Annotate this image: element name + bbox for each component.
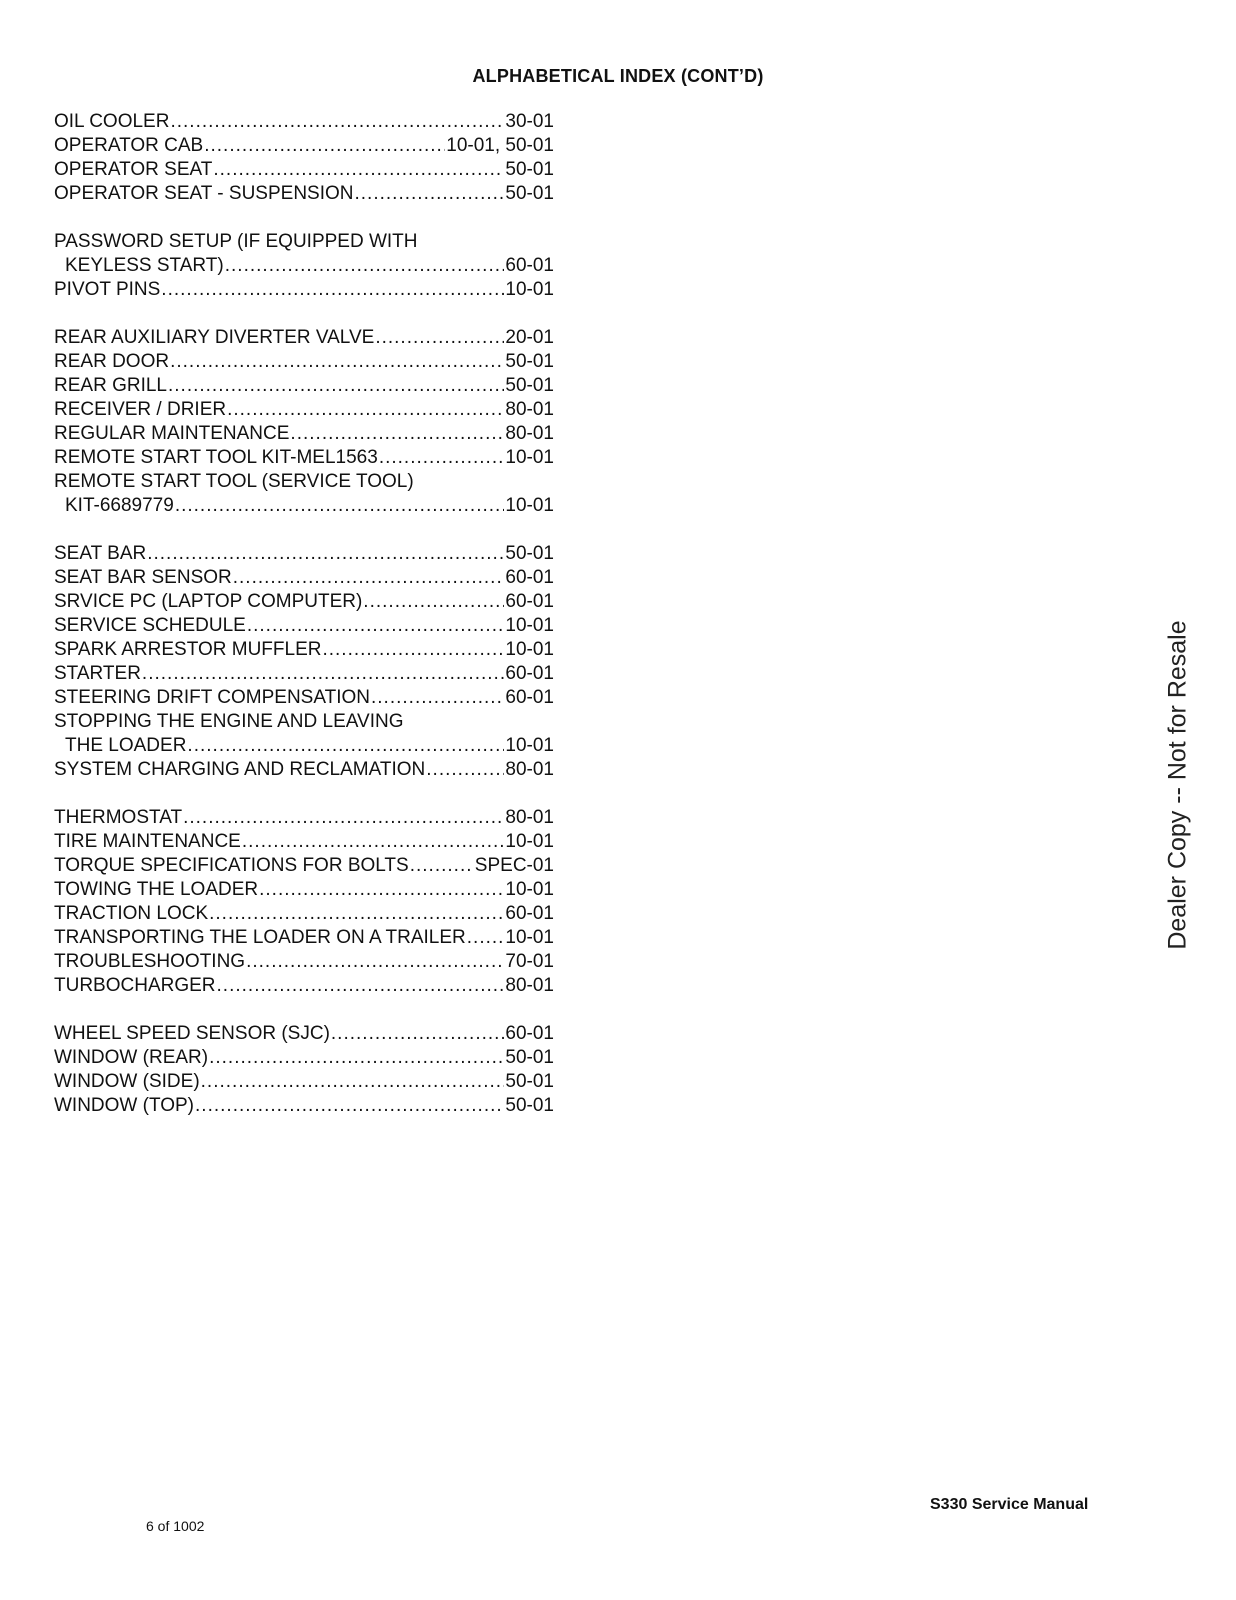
entry-page: 50-01 — [505, 543, 554, 564]
dot-leader — [187, 734, 504, 758]
entry-page: 60-01 — [505, 663, 554, 684]
dot-leader — [363, 590, 504, 614]
index-entry — [54, 614, 554, 638]
entry-label: TURBOCHARGER — [54, 975, 216, 996]
entry-page: 60-01 — [505, 687, 554, 708]
entry-page: 70-01 — [505, 951, 554, 972]
dot-leader — [225, 254, 505, 278]
entry-label: TRACTION LOCK — [54, 903, 209, 924]
entry-label: OPERATOR SEAT — [54, 159, 213, 180]
index-entry — [54, 182, 554, 206]
entry-page: 80-01 — [505, 759, 554, 780]
entry-page: 20-01 — [505, 327, 554, 348]
index-entry — [54, 710, 554, 734]
dot-leader — [147, 542, 504, 566]
index-entry — [54, 422, 554, 446]
entry-page: 10-01 — [505, 639, 554, 660]
entry-label: REAR AUXILIARY DIVERTER VALVE — [54, 327, 375, 348]
alphabetical-index — [54, 110, 554, 1142]
index-group-r — [54, 326, 554, 518]
index-group-t — [54, 806, 554, 998]
dot-leader — [467, 926, 505, 950]
entry-page: 50-01 — [505, 375, 554, 396]
index-group-p — [54, 230, 554, 302]
entry-page: 80-01 — [505, 975, 554, 996]
dot-leader — [331, 1022, 504, 1046]
entry-label: REAR DOOR — [54, 351, 170, 372]
dot-leader — [233, 566, 505, 590]
entry-label: WINDOW (TOP) — [54, 1095, 195, 1116]
entry-label: KIT-6689779 — [65, 495, 174, 516]
index-entry — [54, 686, 554, 710]
dot-leader — [247, 614, 505, 638]
index-entry — [54, 110, 554, 134]
index-entry — [54, 926, 554, 950]
entry-label: SEAT BAR — [54, 543, 147, 564]
entry-page: 10-01 — [505, 615, 554, 636]
entry-label: OIL COOLER — [54, 111, 170, 132]
entry-label: THE LOADER — [65, 735, 187, 756]
index-entry — [54, 278, 554, 302]
manual-title: S330 Service Manual — [930, 1496, 1089, 1513]
entry-label: STOPPING THE ENGINE AND LEAVING — [54, 711, 404, 732]
entry-label: SPARK ARRESTOR MUFFLER — [54, 639, 322, 660]
dot-leader — [170, 110, 504, 134]
entry-label: REAR GRILL — [54, 375, 167, 396]
index-entry-continued — [54, 734, 554, 758]
entry-label: SEAT BAR SENSOR — [54, 567, 232, 588]
entry-label: WINDOW (SIDE) — [54, 1071, 200, 1092]
dot-leader — [195, 1094, 504, 1118]
dot-leader — [213, 158, 504, 182]
entry-page: 10-01 — [505, 279, 554, 300]
dot-leader — [183, 806, 504, 830]
index-entry — [54, 806, 554, 830]
page-title: ALPHABETICAL INDEX (CONT’D) — [472, 66, 764, 86]
entry-label: PIVOT PINS — [54, 279, 161, 300]
dot-leader — [375, 326, 504, 350]
entry-page: 80-01 — [505, 423, 554, 444]
entry-page: 10-01 — [505, 879, 554, 900]
entry-page: 50-01 — [505, 1071, 554, 1092]
dot-leader — [161, 278, 504, 302]
entry-label: SRVICE PC (LAPTOP COMPUTER) — [54, 591, 363, 612]
entry-label: TROUBLESHOOTING — [54, 951, 246, 972]
page-count: 6 of 1002 — [146, 1518, 205, 1534]
entry-label: REMOTE START TOOL KIT-MEL1563 — [54, 447, 378, 468]
entry-label: RECEIVER / DRIER — [54, 399, 227, 420]
entry-page: 10-01 — [505, 495, 554, 516]
dot-leader — [204, 134, 445, 158]
dot-leader — [355, 182, 505, 206]
index-entry — [54, 566, 554, 590]
index-entry — [54, 134, 554, 158]
watermark: Dealer Copy -- Not for Resale — [1163, 620, 1192, 950]
index-entry — [54, 950, 554, 974]
entry-page: 60-01 — [505, 591, 554, 612]
entry-page: 50-01 — [505, 351, 554, 372]
dot-leader — [217, 974, 505, 998]
entry-label: TRANSPORTING THE LOADER ON A TRAILER — [54, 927, 466, 948]
entry-page: 50-01 — [505, 1047, 554, 1068]
dot-leader — [175, 494, 505, 518]
dot-leader — [259, 878, 504, 902]
dot-leader — [410, 854, 474, 878]
entry-page: 10-01 — [505, 927, 554, 948]
index-entry — [54, 542, 554, 566]
dot-leader — [322, 638, 504, 662]
index-entry — [54, 398, 554, 422]
entry-page: 60-01 — [505, 1023, 554, 1044]
entry-label: STEERING DRIFT COMPENSATION — [54, 687, 370, 708]
entry-label: TOWING THE LOADER — [54, 879, 259, 900]
entry-page: 80-01 — [505, 807, 554, 828]
index-entry — [54, 638, 554, 662]
entry-page: 50-01 — [505, 183, 554, 204]
entry-page: 60-01 — [505, 255, 554, 276]
index-entry — [54, 470, 554, 494]
index-entry — [54, 1022, 554, 1046]
entry-label: TIRE MAINTENANCE — [54, 831, 241, 852]
index-entry — [54, 590, 554, 614]
entry-page: 50-01 — [505, 1095, 554, 1116]
index-entry-continued — [54, 254, 554, 278]
index-group-o — [54, 110, 554, 206]
entry-label: PASSWORD SETUP (IF EQUIPPED WITH — [54, 231, 418, 252]
entry-page: 10-01, 50-01 — [446, 135, 554, 156]
entry-page: SPEC-01 — [474, 855, 554, 876]
index-entry — [54, 158, 554, 182]
index-entry-continued — [54, 494, 554, 518]
index-entry — [54, 830, 554, 854]
index-entry — [54, 758, 554, 782]
index-entry — [54, 902, 554, 926]
dot-leader — [201, 1070, 505, 1094]
entry-page: 60-01 — [505, 567, 554, 588]
index-entry — [54, 350, 554, 374]
entry-label: KEYLESS START) — [65, 255, 224, 276]
index-entry — [54, 1094, 554, 1118]
dot-leader — [170, 350, 504, 374]
index-entry — [54, 854, 554, 878]
entry-page: 10-01 — [505, 735, 554, 756]
entry-page: 10-01 — [505, 447, 554, 468]
dot-leader — [371, 686, 504, 710]
dot-leader — [168, 374, 504, 398]
entry-label: OPERATOR SEAT - SUSPENSION — [54, 183, 354, 204]
index-entry — [54, 446, 554, 470]
index-entry — [54, 662, 554, 686]
entry-page: 60-01 — [505, 903, 554, 924]
entry-label: SYSTEM CHARGING AND RECLAMATION — [54, 759, 426, 780]
index-group-w — [54, 1022, 554, 1118]
entry-label: WHEEL SPEED SENSOR (SJC) — [54, 1023, 330, 1044]
entry-label: REMOTE START TOOL (SERVICE TOOL) — [54, 471, 414, 492]
dot-leader — [290, 422, 504, 446]
dot-leader — [227, 398, 504, 422]
dot-leader — [426, 758, 504, 782]
entry-page: 50-01 — [505, 159, 554, 180]
entry-label: WINDOW (REAR) — [54, 1047, 209, 1068]
entry-label: THERMOSTAT — [54, 807, 183, 828]
index-entry — [54, 1046, 554, 1070]
entry-label: TORQUE SPECIFICATIONS FOR BOLTS — [54, 855, 409, 876]
index-entry — [54, 1070, 554, 1094]
entry-label: REGULAR MAINTENANCE — [54, 423, 290, 444]
entry-page: 10-01 — [505, 831, 554, 852]
entry-label: STARTER — [54, 663, 141, 684]
entry-page: 80-01 — [505, 399, 554, 420]
index-entry — [54, 230, 554, 254]
index-group-s — [54, 542, 554, 782]
index-entry — [54, 878, 554, 902]
entry-label: SERVICE SCHEDULE — [54, 615, 246, 636]
dot-leader — [242, 830, 505, 854]
entry-label: OPERATOR CAB — [54, 135, 204, 156]
index-entry — [54, 326, 554, 350]
dot-leader — [246, 950, 504, 974]
index-entry — [54, 974, 554, 998]
dot-leader — [142, 662, 504, 686]
entry-page: 30-01 — [505, 111, 554, 132]
index-entry — [54, 374, 554, 398]
dot-leader — [209, 902, 504, 926]
dot-leader — [379, 446, 505, 470]
dot-leader — [209, 1046, 504, 1070]
